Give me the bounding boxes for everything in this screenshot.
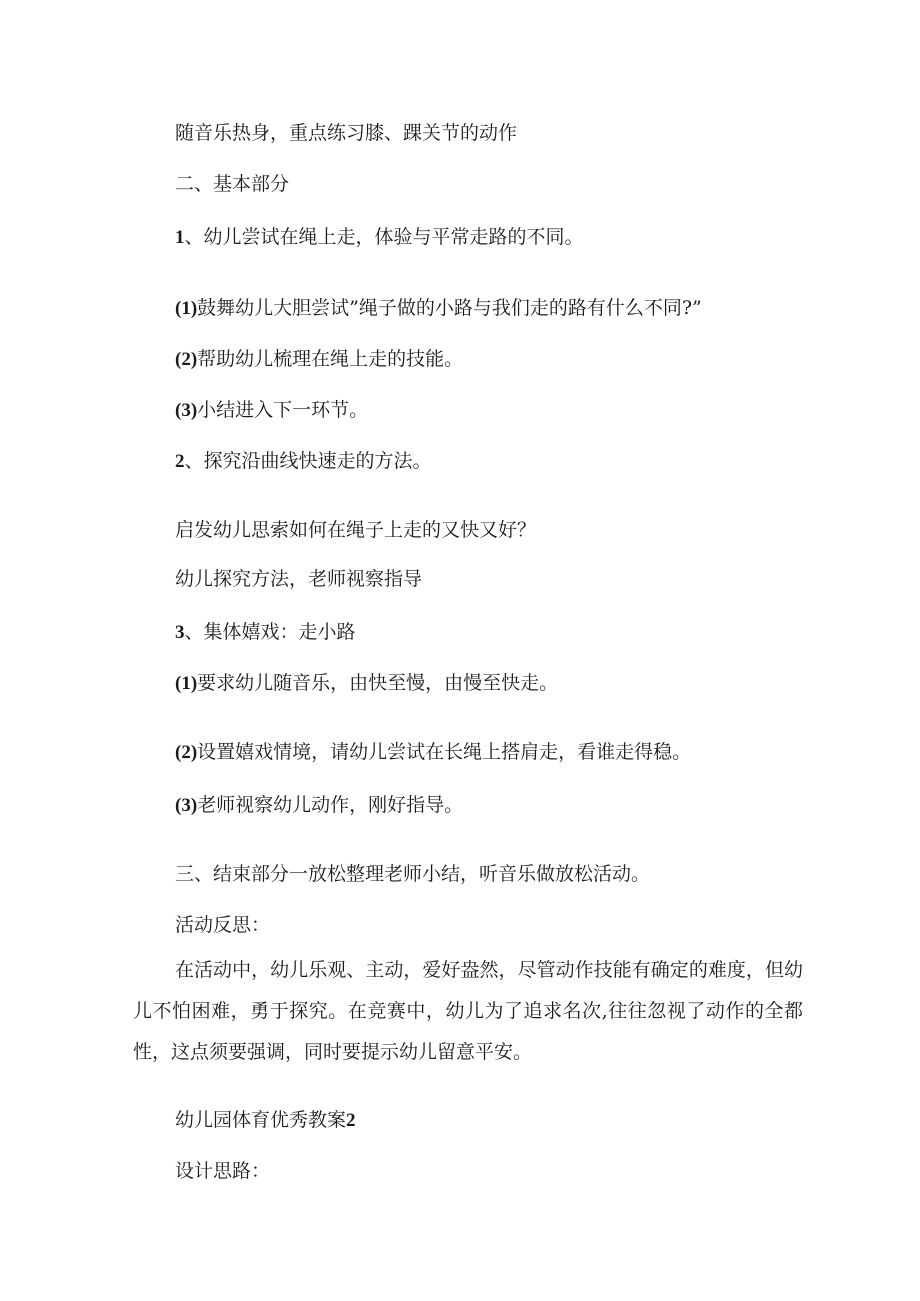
section-2-title: 幼儿园体育优秀教案2: [175, 1109, 356, 1131]
basic-part-heading: 二、基本部分: [175, 173, 290, 195]
step-2-explore: 幼儿探究方法，老师视察指导: [175, 568, 423, 590]
reflection-heading: 活动反思：: [175, 914, 271, 936]
step-3-heading: 3、集体嬉戏：走小路: [175, 621, 356, 643]
step-2-heading: 2、探究沿曲线快速走的方法。: [175, 450, 432, 472]
step-1-item-3: (3)小结进入下一环节。: [175, 399, 369, 421]
step-3-item-2: (2)设置嬉戏情境，请幼儿尝试在长绳上搭肩走，看谁走得稳。: [175, 741, 692, 763]
step-2-prompt: 启发幼儿思索如何在绳子上走的又快又好？: [175, 519, 537, 541]
reflection-paragraph: 在活动中，幼儿乐观、主动，爱好盎然，尽管动作技能有确定的难度，但幼儿不怕困难，勇于探究。在竞赛中，幼儿为了追求名次,往往忽视了动作的全都性，这点须要强调，同时要提示幼儿留意平安。: [133, 959, 803, 1063]
step-1-item-1: (1)鼓舞幼儿大胆尝试”绳子做的小路与我们走的路有什么不同?”: [175, 297, 702, 319]
ending-part-line: 三、结束部分一放松整理老师小结，听音乐做放松活动。: [175, 863, 651, 885]
step-1-heading: 1、幼儿尝试在绳上走，体验与平常走路的不同。: [175, 226, 584, 248]
design-heading: 设计思路：: [175, 1160, 271, 1182]
step-1-item-2: (2)帮助幼儿梳理在绳上走的技能。: [175, 348, 464, 370]
step-3-item-3: (3)老师视察幼儿动作，刚好指导。: [175, 794, 464, 816]
step-3-item-1: (1)要求幼儿随音乐，由快至慢，由慢至快走。: [175, 672, 559, 694]
warmup-line: 随音乐热身，重点练习膝、踝关节的动作: [175, 122, 518, 144]
